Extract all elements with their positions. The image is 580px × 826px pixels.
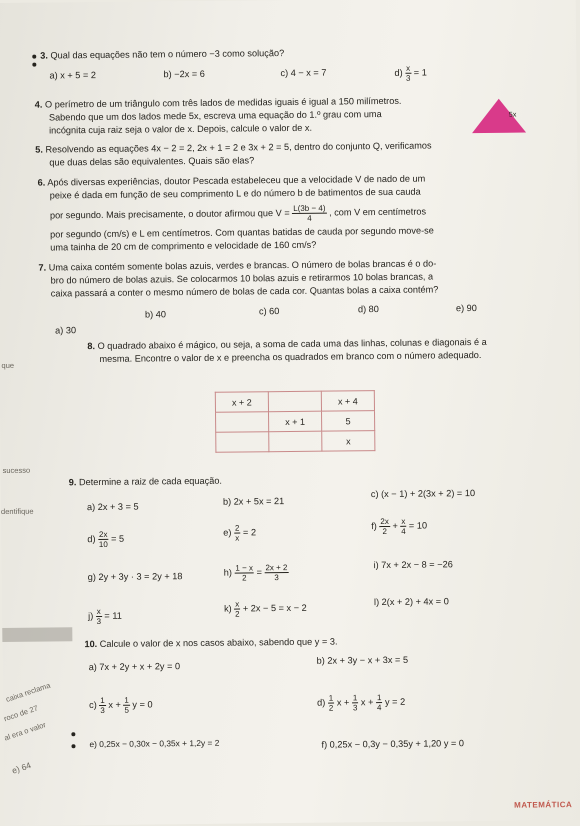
option-f <box>371 517 427 537</box>
denominator: x <box>235 533 240 543</box>
fraction <box>234 524 241 543</box>
magic-cell[interactable]: 5 <box>321 411 374 432</box>
fraction <box>99 696 106 715</box>
magic-cell[interactable]: x <box>322 431 375 452</box>
numerator: 1 <box>328 693 334 703</box>
operator: = <box>256 567 262 578</box>
denominator: 3 <box>96 616 102 627</box>
numerator: 2x <box>98 529 108 540</box>
option-label: k) <box>224 603 232 614</box>
option-c: c) 4 − x = 7 <box>280 67 327 79</box>
fraction <box>292 204 326 223</box>
option-d <box>317 693 405 713</box>
question-3 <box>40 47 284 63</box>
numerator: 2x + 2 <box>265 563 288 573</box>
question-line: mesma. Encontre o valor de x e preencha os quadrados em branco com o número adequado. <box>99 349 482 364</box>
magic-square <box>215 390 376 453</box>
question-line: por segundo (cm/s) e L em centímetros. Com quantas batidas de cauda por segundo move-se <box>50 225 434 240</box>
fraction <box>352 693 359 712</box>
option-label: j) <box>88 611 94 622</box>
numerator: 1 <box>100 695 105 706</box>
bullet-icon <box>32 55 36 59</box>
denominator: 3 <box>352 703 358 713</box>
denominator: 3 <box>100 705 105 716</box>
denominator: 5 <box>124 705 129 715</box>
question-number: 10. <box>84 639 98 650</box>
question-line: O quadrado abaixo é mágico, ou seja, a soma de cada uma das linhas, colunas e diagonais é a <box>97 336 487 352</box>
question-number: 5. <box>35 144 43 155</box>
equation-rest: = 10 <box>408 520 428 531</box>
numerator: x <box>406 63 411 73</box>
margin-fragment: que <box>1 360 15 371</box>
operator: x + <box>336 697 350 708</box>
question-line: incógnita cuja raiz seja o valor de x. Depois, calcule o valor de x. <box>48 122 313 136</box>
fraction <box>405 64 411 83</box>
bullet-icon <box>71 744 75 748</box>
option-b: b) 2x + 5x = 21 <box>222 496 285 507</box>
question-line: Uma caixa contém somente bolas azuis, verdes e brancas. O número de bolas brancas é o do- <box>48 258 437 273</box>
text-part: , com V em centímetros <box>329 206 427 218</box>
question-10 <box>84 636 337 652</box>
question-line: uma tainha de 20 cm de comprimento e velocidade de 160 cm/s? <box>50 239 317 253</box>
question-line: O perímetro de um triângulo com três lados de medidas iguais é igual a 150 milímetros. <box>44 95 402 110</box>
option-d: d) 80 <box>357 304 379 315</box>
numerator: 1 − x <box>235 563 253 573</box>
option-d <box>394 64 427 83</box>
fraction <box>234 600 240 619</box>
option-e <box>223 523 256 542</box>
question-text: Calcule o valor de x nos casos abaixo, sabendo que y = 3. <box>99 636 338 650</box>
question-line: Após diversas experiências, doutor Pescada estabeleceu que a velocidade V de nado de um <box>47 173 426 188</box>
fraction <box>123 696 130 715</box>
option-g: g) 2y + 3y · 3 = 2y + 18 <box>87 571 183 583</box>
option-label: d) <box>87 533 96 545</box>
question-line: Sabendo que um dos lados mede 5x, escreva uma equação do 1.º grau com uma <box>48 109 382 123</box>
question-number: 8. <box>87 341 96 352</box>
magic-cell[interactable] <box>269 431 322 452</box>
margin-fragment: roco de 27 <box>2 703 40 724</box>
magic-cell[interactable] <box>216 432 269 453</box>
option-j <box>88 607 122 626</box>
option-i: i) 7x + 2x − 8 = −26 <box>373 559 453 571</box>
option-label: d) <box>316 697 326 708</box>
question-text: Determine a raiz de cada equação. <box>78 475 223 488</box>
triangle-label: 5x <box>508 111 517 119</box>
option-e: e) 0,25x − 0,30x − 0,35x + 1,2y = 2 <box>89 737 220 750</box>
magic-cell[interactable] <box>216 412 269 433</box>
numerator: 1 <box>352 693 358 703</box>
operator: + <box>392 520 398 531</box>
option-b: b) 2x + 3y − x + 3x = 5 <box>316 654 409 666</box>
question-number: 3. <box>40 50 48 61</box>
bullet-icon <box>32 63 36 67</box>
fraction <box>96 607 102 626</box>
denominator: 10 <box>98 539 108 550</box>
numerator: 2 <box>234 523 240 533</box>
question-9 <box>69 475 222 490</box>
fraction <box>400 517 406 536</box>
option-a: a) x + 5 = 2 <box>49 70 97 81</box>
margin-fragment: al era o valor <box>3 720 47 743</box>
option-l: l) 2(x + 2) + 4x = 0 <box>373 596 449 608</box>
margin-fragment: sucesso <box>2 465 31 476</box>
denominator: 2 <box>235 609 240 619</box>
margin-fragment: caixa reclama <box>4 680 52 704</box>
option-c: c) 60 <box>258 306 280 317</box>
option-e: e) 90 <box>455 303 477 314</box>
option-f: f) 0,25x − 0,3y − 0,35y + 1,20 y = 0 <box>321 738 465 750</box>
option-label: c) <box>89 699 97 711</box>
magic-cell[interactable]: x + 2 <box>215 392 268 413</box>
numerator: x <box>96 606 101 617</box>
option-b: b) 40 <box>144 309 166 320</box>
denominator: 2 <box>328 703 334 713</box>
option-label: d) <box>394 67 403 78</box>
magic-cell[interactable] <box>268 391 321 412</box>
denominator: 4 <box>307 213 312 223</box>
equation-rest: = 1 <box>413 67 427 78</box>
option-k <box>224 599 307 619</box>
denominator: 3 <box>274 573 279 583</box>
question-number: 9. <box>68 477 77 488</box>
question-line: caixa passará a conter o mesmo número de bolas de cada cor. Quantas bolas a caixa contém? <box>50 284 439 299</box>
denominator: 2 <box>382 526 387 537</box>
fraction <box>264 563 288 582</box>
bullet-icon <box>71 732 75 736</box>
magic-cell[interactable]: x + 4 <box>321 391 374 412</box>
numerator: x <box>235 599 240 609</box>
option-label: e) <box>223 527 232 538</box>
option-b: b) −2x = 6 <box>163 68 205 80</box>
margin-fragment: e) 64 <box>10 760 33 776</box>
numerator: x <box>401 516 406 526</box>
operator: x + <box>360 697 374 708</box>
equation-rest: = 5 <box>111 533 125 544</box>
numerator: 1 <box>124 695 129 705</box>
question-line <box>50 203 426 226</box>
question-line: peixe é dada em função de seu comprimento L e do número b de batimentos de sua cauda <box>49 186 421 201</box>
question-line: Resolvendo as equações 4x − 2 = 2, 2x + 1 = 2 e 3x + 2 = 5, dentro do conjunto Q, verificamos <box>45 140 432 155</box>
text-part: por segundo. Mais precisamente, o doutor afirmou que V = <box>49 207 290 221</box>
subject-footer: MATEMÁTICA <box>514 800 573 810</box>
equation-rest: = 11 <box>104 610 122 621</box>
margin-fragment: dentifique <box>0 506 34 517</box>
option-a: a) 30 <box>55 325 77 336</box>
fraction <box>98 530 109 549</box>
option-c <box>89 695 153 715</box>
denominator: 4 <box>401 526 406 536</box>
fraction <box>328 694 335 713</box>
option-d <box>87 530 124 549</box>
question-line: bro do número de bolas azuis. Se colocarmos 10 bolas azuis e retirarmos 10 bolas brancas, a <box>50 271 434 286</box>
triangle-figure <box>469 96 529 135</box>
option-h <box>224 563 289 583</box>
denominator: 2 <box>241 573 247 583</box>
denominator: 4 <box>376 703 382 713</box>
question-number: 7. <box>38 262 47 273</box>
numerator: 1 <box>376 693 382 703</box>
question-line: que duas delas são equivalentes. Quais são elas? <box>49 155 255 168</box>
magic-cell[interactable]: x + 1 <box>269 411 322 432</box>
fraction <box>379 517 390 536</box>
fraction <box>376 693 383 712</box>
option-a: a) 2x + 3 = 5 <box>86 501 139 513</box>
option-label: f) <box>371 521 377 532</box>
denominator: 3 <box>405 73 411 83</box>
option-c: c) (x − 1) + 2(3x + 2) = 10 <box>370 488 476 500</box>
equation-rest: + 2x − 5 = x − 2 <box>242 602 307 614</box>
question-number: 4. <box>34 99 43 110</box>
margin-shadow <box>2 627 72 642</box>
equation-rest: y = 0 <box>132 699 153 710</box>
question-number: 6. <box>37 177 46 188</box>
numerator: 2x <box>380 516 389 527</box>
equation-rest: y = 2 <box>384 696 406 707</box>
operator: x + <box>108 699 121 710</box>
option-label: h) <box>223 567 232 578</box>
numerator: L(3b − 4) <box>293 203 326 213</box>
equation-rest: = 2 <box>242 527 257 538</box>
option-a: a) 7x + 2y + x + 2y = 0 <box>88 661 181 673</box>
question-text: Qual das equações não tem o número −3 como solução? <box>50 48 285 61</box>
fraction <box>234 563 254 582</box>
